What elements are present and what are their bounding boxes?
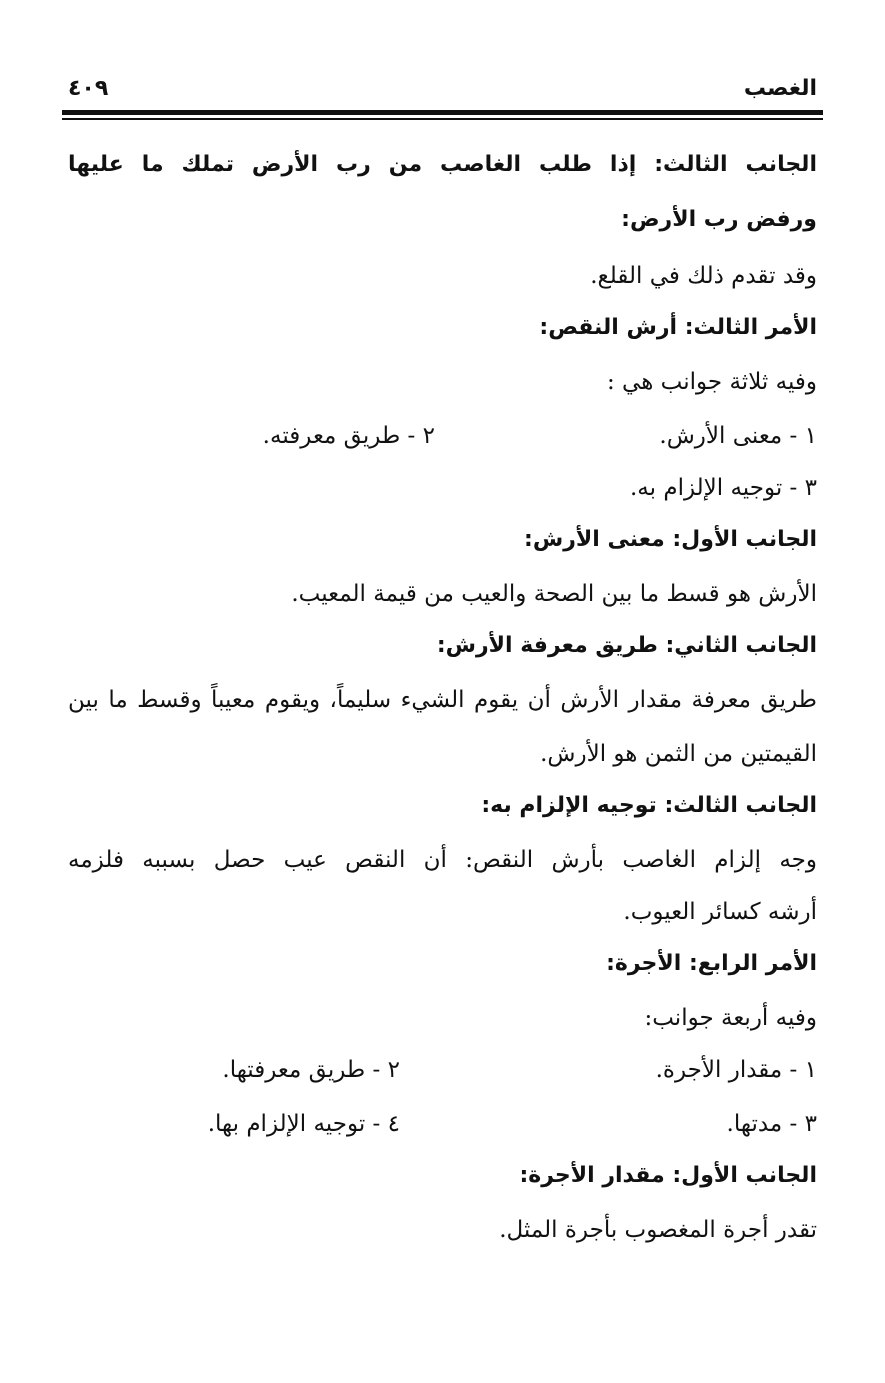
header-rule-thin: [62, 118, 823, 120]
list-item: ١ - مقدار الأجرة.: [655, 1057, 817, 1083]
paragraph-line: القيمتين من الثمن هو الأرش.: [540, 741, 817, 767]
list-item: ٣ - مدتها.: [726, 1111, 817, 1137]
paragraph: وفيه أربعة جوانب:: [644, 1005, 817, 1031]
subheading: الجانب الأول: مقدار الأجرة:: [519, 1163, 817, 1188]
page-header: [62, 70, 823, 110]
paragraph: الأرش هو قسط ما بين الصحة والعيب من قيمة المعيب.: [291, 581, 817, 607]
section-heading-line1: الجانب الثالث: إذا طلب الغاصب من رب الأرض تملك ما عليها: [68, 152, 817, 177]
subheading: الجانب الأول: معنى الأرش:: [524, 527, 817, 552]
paragraph-line: أرشه كسائر العيوب.: [623, 899, 817, 925]
list-item: ٢ - طريق معرفته.: [262, 423, 435, 449]
list-item: ١ - معنى الأرش.: [659, 423, 817, 449]
header-rule-thick: [62, 110, 823, 115]
page-number: ٤٠٩: [68, 76, 109, 101]
paragraph: وقد تقدم ذلك في القلع.: [590, 263, 817, 289]
paragraph-line: طريق معرفة مقدار الأرش أن يقوم الشيء سليماً، ويقوم معيباً وقسط ما بين: [68, 687, 817, 713]
heading-matter-three: الأمر الثالث: أرش النقص:: [539, 315, 817, 340]
heading-matter-four: الأمر الرابع: الأجرة:: [606, 951, 817, 976]
paragraph: تقدر أجرة المغصوب بأجرة المثل.: [499, 1217, 817, 1243]
subheading: الجانب الثالث: توجيه الإلزام به:: [481, 793, 817, 818]
paragraph: وفيه ثلاثة جوانب هي :: [607, 369, 817, 395]
list-item: ٢ - طريق معرفتها.: [222, 1057, 400, 1083]
list-item: ٣ - توجيه الإلزام به.: [629, 475, 817, 501]
running-title: الغصب: [743, 76, 817, 101]
list-item: ٤ - توجيه الإلزام بها.: [207, 1111, 400, 1137]
subheading: الجانب الثاني: طريق معرفة الأرش:: [436, 633, 817, 658]
section-heading-line2: ورفض رب الأرض:: [621, 207, 817, 232]
paragraph-line: وجه إلزام الغاصب بأرش النقص: أن النقص عيب حصل بسببه فلزمه: [68, 847, 817, 873]
